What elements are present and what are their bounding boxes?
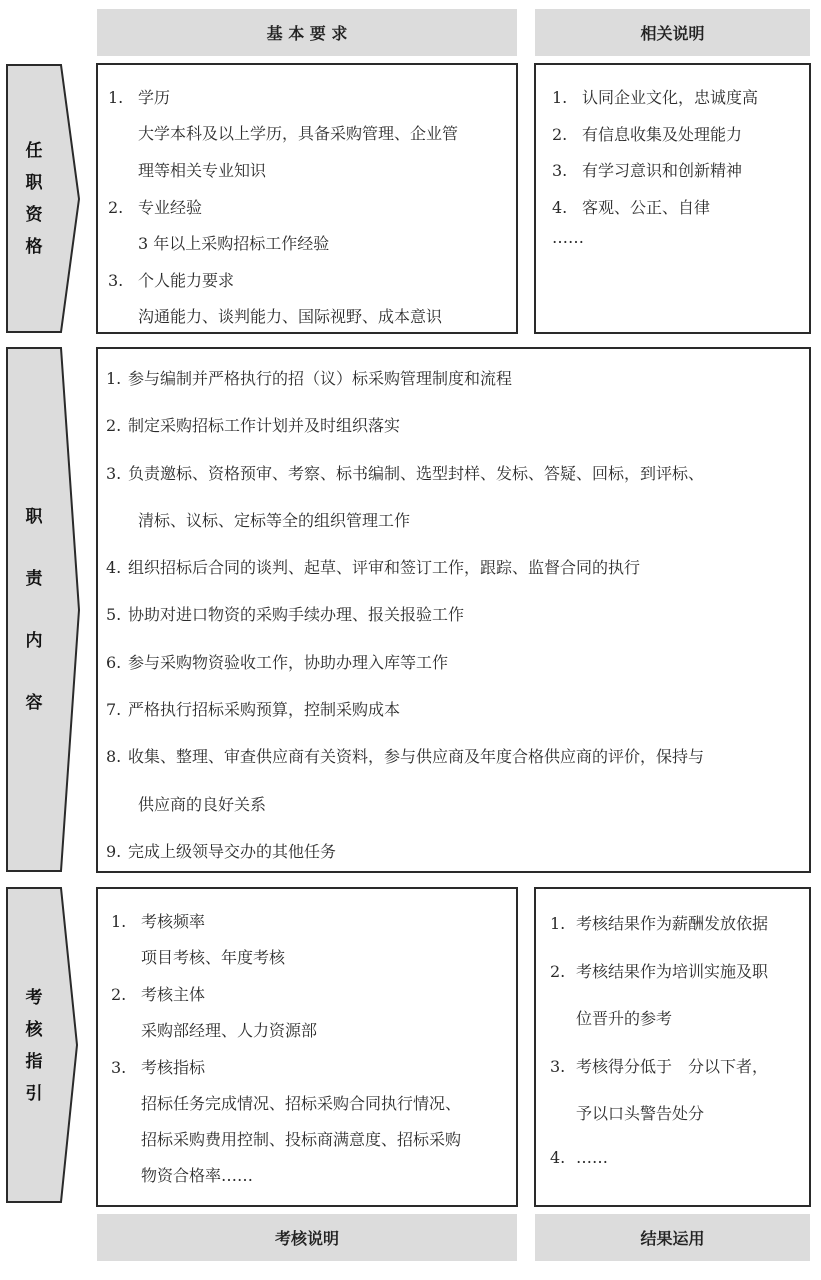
- section-arrow-duties: [0, 347, 84, 873]
- list-item: 1. 学历: [108, 88, 171, 107]
- footer-result-application: 结果运用: [535, 1214, 810, 1261]
- label-char: 指: [25, 1052, 43, 1072]
- list-item: 1. 考核频率: [111, 912, 206, 931]
- list-item: 清标、议标、定标等全的组织管理工作: [138, 511, 411, 530]
- label-char: 核: [25, 1020, 43, 1040]
- label-char: 责: [25, 569, 43, 589]
- footer-assessment-description: 考核说明: [97, 1214, 517, 1261]
- label-char: 考: [25, 988, 43, 1008]
- label-char: 职: [25, 507, 43, 527]
- list-item: 8. 收集、整理、审查供应商有关资料，参与供应商及年度合格供应商的评价，保持与: [106, 747, 705, 766]
- list-item: 沟通能力、谈判能力、国际视野、成本意识: [138, 307, 443, 326]
- list-item: 5. 协助对进口物资的采购手续办理、报关报验工作: [106, 605, 465, 624]
- list-item: 项目考核、年度考核: [141, 948, 286, 967]
- qualifications-related-box: [534, 63, 811, 334]
- list-item: 招标任务完成情况、招标采购合同执行情况、: [141, 1094, 462, 1113]
- duties-box: [96, 347, 811, 873]
- list-item: 采购部经理、人力资源部: [141, 1021, 318, 1040]
- list-item: 9. 完成上级领导交办的其他任务: [106, 842, 337, 861]
- list-item: 大学本科及以上学历，具备采购管理、企业管: [138, 124, 459, 143]
- list-item: 理等相关专业知识: [138, 161, 267, 180]
- list-item: 招标采购费用控制、投标商满意度、招标采购: [141, 1130, 462, 1149]
- list-item: 2. 专业经验: [108, 198, 203, 217]
- list-item: 物资合格率……: [141, 1166, 254, 1185]
- list-item: 7. 严格执行招标采购预算，控制采购成本: [106, 700, 401, 719]
- section-label-assessment: [6, 887, 62, 1205]
- label-char: 资: [25, 205, 43, 225]
- label-char: 引: [25, 1084, 43, 1104]
- list-item: 1. 考核结果作为薪酬发放依据: [550, 914, 769, 933]
- assessment-description-box: [96, 887, 518, 1207]
- label-char: 任: [25, 141, 43, 161]
- list-item: 4. ……: [550, 1148, 608, 1167]
- list-item: ……: [552, 228, 584, 247]
- label-char: 内: [25, 631, 43, 651]
- list-item: 予以口头警告处分: [576, 1104, 705, 1123]
- label-char: 容: [25, 693, 43, 713]
- section-label-duties: [6, 347, 62, 873]
- list-item: 3. 个人能力要求: [108, 271, 235, 290]
- list-item: 3. 考核指标: [111, 1058, 206, 1077]
- qualifications-basic-box: [96, 63, 518, 334]
- label-char: 职: [25, 173, 43, 193]
- header-related-notes: 相关说明: [535, 9, 810, 56]
- list-item: 2. 有信息收集及处理能力: [552, 125, 743, 144]
- list-item: 位晋升的参考: [576, 1009, 673, 1028]
- result-application-box: [534, 887, 811, 1207]
- section-arrow-assessment: [0, 887, 84, 1205]
- list-item: 4. 客观、公正、自律: [552, 198, 711, 217]
- list-item: 2. 考核结果作为培训实施及职: [550, 962, 769, 981]
- list-item: 2. 制定采购招标工作计划并及时组织落实: [106, 416, 401, 435]
- list-item: 3. 有学习意识和创新精神: [552, 161, 743, 180]
- list-item: 2. 考核主体: [111, 985, 206, 1004]
- header-basic-requirements: 基 本 要 求: [97, 9, 517, 56]
- list-item: 供应商的良好关系: [138, 795, 267, 814]
- list-item: 3. 负责邀标、资格预审、考察、标书编制、选型封样、发标、答疑、回标，到评标、: [106, 464, 705, 483]
- list-item: 3. 考核得分低于 分以下者，: [550, 1057, 769, 1076]
- list-item: 1. 参与编制并严格执行的招（议）标采购管理制度和流程: [106, 369, 513, 388]
- list-item: 3 年以上采购招标工作经验: [138, 234, 330, 253]
- label-char: 格: [25, 237, 43, 257]
- list-item: 6. 参与采购物资验收工作，协助办理入库等工作: [106, 653, 449, 672]
- section-label-qualifications: [6, 64, 62, 334]
- list-item: 1. 认同企业文化，忠诚度高: [552, 88, 759, 107]
- section-arrow-qualifications: [0, 64, 84, 334]
- list-item: 4. 组织招标后合同的谈判、起草、评审和签订工作，跟踪、监督合同的执行: [106, 558, 641, 577]
